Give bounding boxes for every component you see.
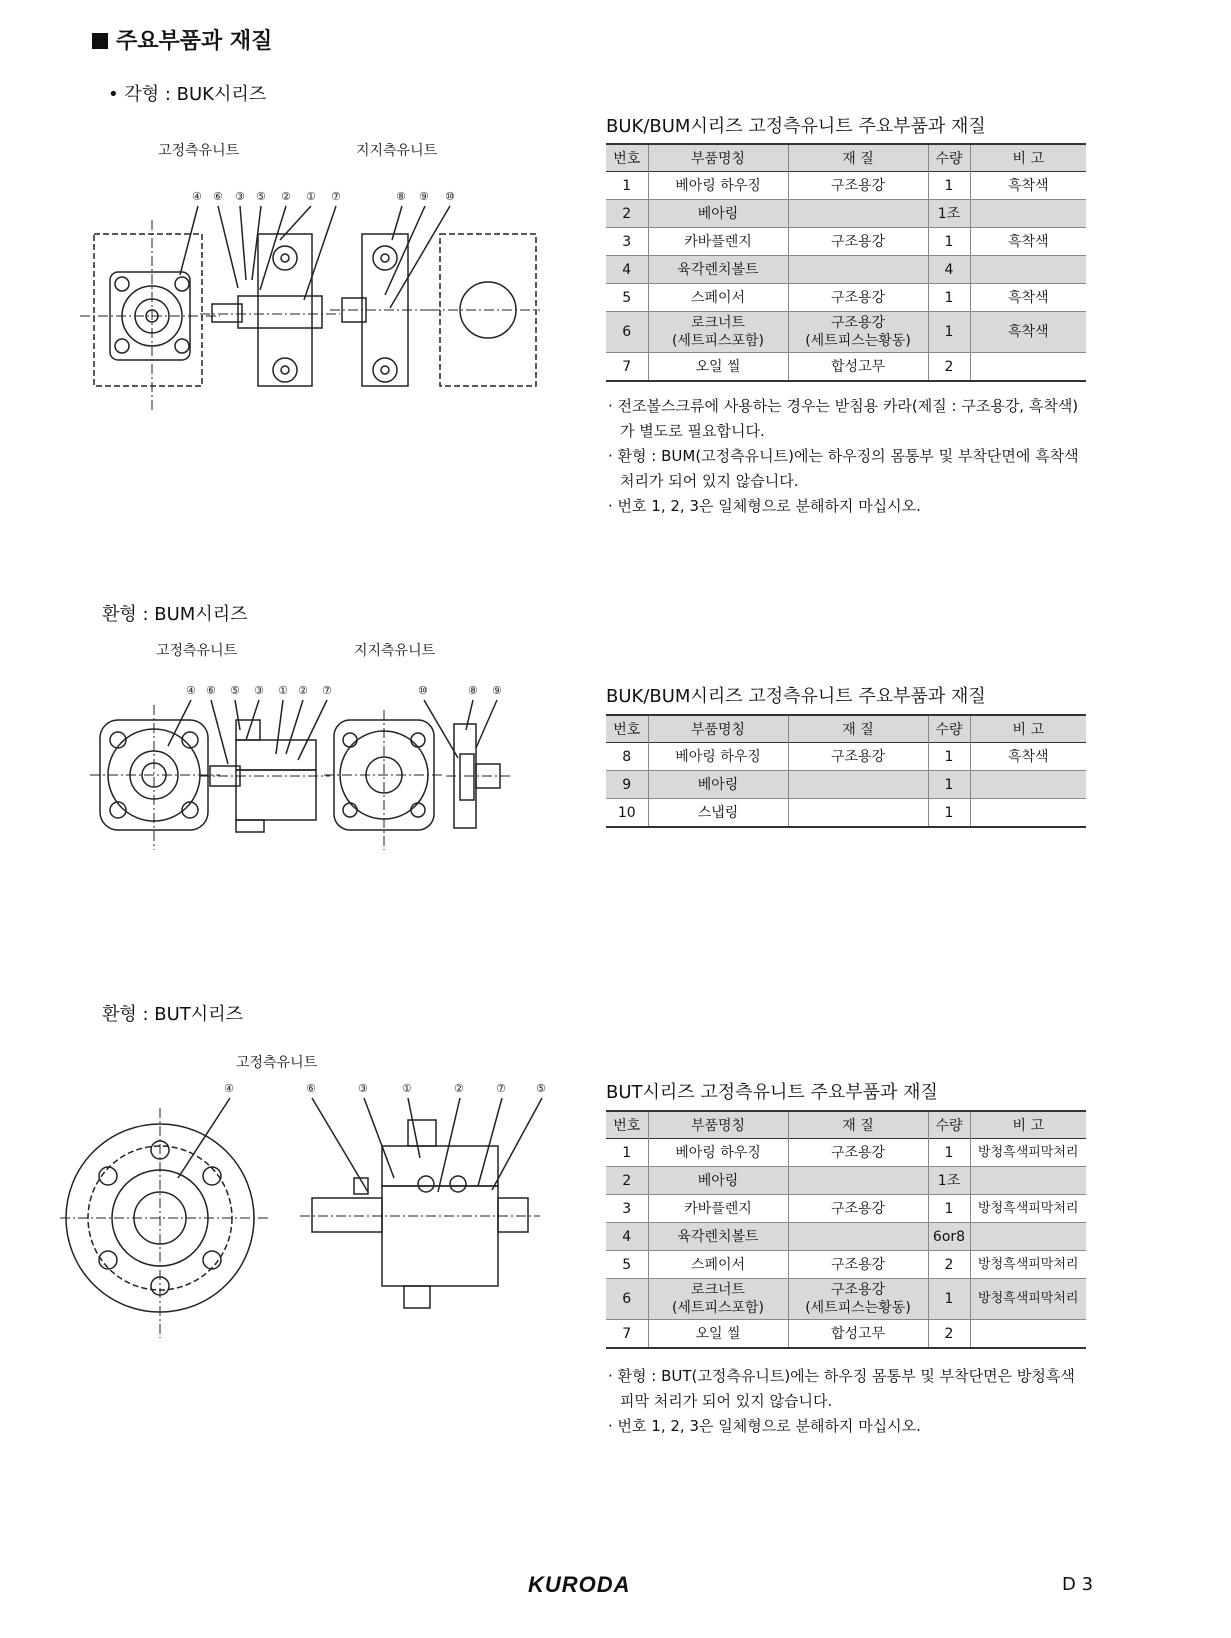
table-cell: 로크너트 (세트피스포함) xyxy=(648,312,788,353)
table-cell xyxy=(970,1223,1086,1251)
table-header-row xyxy=(606,1111,1086,1139)
table-cell: 9 xyxy=(606,771,648,799)
table1-notes xyxy=(608,394,1088,519)
buk-fixed-unit-label: 고정측유니트 xyxy=(158,143,240,159)
table-cell: 구조용강 xyxy=(788,172,928,200)
buk-callout: ③ xyxy=(235,190,245,203)
table-cell: 구조용강 xyxy=(788,1195,928,1223)
buk-callout: ⑩ xyxy=(445,190,455,203)
table-cell: 1 xyxy=(606,172,648,200)
table-cell xyxy=(788,771,928,799)
buk-callout: ⑥ xyxy=(213,190,223,203)
table-cell: 1 xyxy=(928,1195,970,1223)
table-cell: 베아링 하우징 xyxy=(648,1139,788,1167)
table-cell: 방청흑색피막처리 xyxy=(978,1200,1079,1216)
table-row xyxy=(606,172,1086,200)
table-cell: 베아링 하우징 xyxy=(648,172,788,200)
buk-support-unit-label: 지지측유니트 xyxy=(356,143,438,159)
column-header: 비 고 xyxy=(1012,1118,1044,1134)
table-cell xyxy=(788,799,928,828)
parts-table-1 xyxy=(606,143,1086,382)
table-cell: 스페이서 xyxy=(648,284,788,312)
table-row xyxy=(606,1251,1086,1279)
table-row xyxy=(606,200,1086,228)
bum-callout: ③ xyxy=(254,684,264,697)
table-cell: 7 xyxy=(606,353,648,382)
table-cell: 합성고무 xyxy=(788,1320,928,1349)
table-cell: 1 xyxy=(928,228,970,256)
bum-support-unit-label: 지지측유니트 xyxy=(354,643,436,659)
table-cell: 3 xyxy=(606,1195,648,1223)
table-cell: 카바플렌지 xyxy=(648,1195,788,1223)
table-row xyxy=(606,284,1086,312)
table-cell: 구조용강 (세트피스는황동) xyxy=(788,312,928,353)
table-cell: 1 xyxy=(928,172,970,200)
table-cell: 5 xyxy=(606,1251,648,1279)
table-row xyxy=(606,312,1086,353)
table-cell: 방청흑색피막처리 xyxy=(978,1256,1079,1272)
table-cell xyxy=(970,1320,1086,1349)
table-cell: 2 xyxy=(928,1320,970,1349)
table-cell: 흑착색 xyxy=(1007,177,1049,194)
bum-section-label: 환형 : BUM시리즈 xyxy=(102,604,248,625)
table-cell xyxy=(970,771,1086,799)
table-cell: 흑착색 xyxy=(1007,289,1049,306)
table-cell: 5 xyxy=(606,284,648,312)
parts-table-2 xyxy=(606,714,1086,828)
table-cell: 1 xyxy=(928,1139,970,1167)
buk-callout: ② xyxy=(281,190,291,203)
but-callout: ⑤ xyxy=(536,1082,546,1095)
table-row xyxy=(606,1223,1086,1251)
buk-callout: ⑤ xyxy=(256,190,266,203)
column-header: 재 질 xyxy=(788,715,928,743)
bum-fixed-unit-label: 고정측유니트 xyxy=(156,643,238,659)
but-callouts xyxy=(224,1082,546,1095)
column-header: 수량 xyxy=(928,144,970,172)
note-item: · 환형 : BUM(고정측유니트)에는 하우징의 몸통부 및 부착단면에 흑착색 처리가 되어 있지 않습니다. xyxy=(608,447,1079,490)
table-cell: 2 xyxy=(928,353,970,382)
column-header: 비 고 xyxy=(1012,722,1044,738)
but-callout: ① xyxy=(402,1082,412,1095)
table-cell: 1 xyxy=(928,1279,970,1320)
column-header: 수량 xyxy=(928,715,970,743)
bum-callout: ⑥ xyxy=(206,684,216,697)
table-body xyxy=(606,1139,1086,1349)
table-cell: 6 xyxy=(606,1279,648,1320)
table-cell: 베아링 xyxy=(648,1167,788,1195)
table-cell xyxy=(970,1167,1086,1195)
table-cell: 1 xyxy=(928,799,970,828)
table-body xyxy=(606,172,1086,382)
table-row xyxy=(606,743,1086,771)
table-cell: 스냅링 xyxy=(648,799,788,828)
table-cell: 방청흑색피막처리 xyxy=(978,1144,1079,1160)
bum-callouts xyxy=(186,684,502,697)
column-header: 번호 xyxy=(606,144,648,172)
table-row xyxy=(606,1279,1086,1320)
note-item: · 번호 1, 2, 3은 일체형으로 분해하지 마십시오. xyxy=(608,1417,921,1435)
square-bullet-icon xyxy=(92,33,108,49)
column-header: 부품명칭 xyxy=(648,1111,788,1139)
column-header: 수량 xyxy=(928,1111,970,1139)
table-cell: 구조용강 (세트피스는황동) xyxy=(788,1279,928,1320)
table-cell: 구조용강 xyxy=(788,228,928,256)
table-header-row xyxy=(606,715,1086,743)
but-callout: ④ xyxy=(224,1082,234,1095)
note-item: · 환형 : BUT(고정측유니트)에는 하우징 몸통부 및 부착단면은 방청흑색피막 처리가 되어 있지 않습니다. xyxy=(608,1367,1075,1410)
buk-callout: ⑧ xyxy=(396,190,406,203)
table-cell: 1 xyxy=(606,1139,648,1167)
table-cell: 7 xyxy=(606,1320,648,1349)
table-cell xyxy=(788,200,928,228)
table-cell xyxy=(970,799,1086,828)
table-cell: 3 xyxy=(606,228,648,256)
buk-callout: ⑦ xyxy=(331,190,341,203)
table-cell: 흑착색 xyxy=(1007,324,1049,340)
table-cell: 베아링 하우징 xyxy=(648,743,788,771)
bum-drawing xyxy=(90,680,530,870)
page-title: 주요부품과 재질 xyxy=(92,24,272,55)
table-cell: 구조용강 xyxy=(788,1251,928,1279)
note-item: · 전조볼스크류에 사용하는 경우는 받침용 카라(제질 : 구조용강, 흑착색)가 별도로 필요합니다. xyxy=(608,397,1079,440)
but-callout: ⑥ xyxy=(306,1082,316,1095)
table3-notes xyxy=(608,1364,1088,1439)
column-header: 재 질 xyxy=(788,144,928,172)
table-row xyxy=(606,353,1086,382)
table-cell xyxy=(788,1223,928,1251)
but-section-label: 환형 : BUT시리즈 xyxy=(102,1004,243,1025)
table1-title: BUK/BUM시리즈 고정측유니트 주요부품과 재질 xyxy=(606,116,986,137)
table-cell: 1조 xyxy=(928,1167,970,1195)
table-cell: 4 xyxy=(606,1223,648,1251)
buk-drawing xyxy=(80,180,540,420)
table-cell: 4 xyxy=(928,256,970,284)
table-cell: 육각렌치볼트 xyxy=(648,256,788,284)
table-cell: 흑착색 xyxy=(1007,748,1049,765)
table-cell: 스페이서 xyxy=(648,1251,788,1279)
but-drawing xyxy=(60,1068,560,1358)
table-cell: 2 xyxy=(928,1251,970,1279)
table-cell: 베아링 xyxy=(648,771,788,799)
table-cell: 카바플렌지 xyxy=(648,228,788,256)
buk-section-label: • 각형 : BUK시리즈 xyxy=(108,84,267,105)
bum-callout: ① xyxy=(278,684,288,697)
buk-callout: ④ xyxy=(192,190,202,203)
table-cell: 흑착색 xyxy=(1007,233,1049,250)
column-header: 비 고 xyxy=(1012,151,1044,167)
table-cell: 베아링 xyxy=(648,200,788,228)
table-cell: 구조용강 xyxy=(788,1139,928,1167)
table-row xyxy=(606,1195,1086,1223)
table-cell: 합성고무 xyxy=(788,353,928,382)
table-row xyxy=(606,799,1086,828)
bum-callout: ⑦ xyxy=(322,684,332,697)
table-cell: 구조용강 xyxy=(788,743,928,771)
page-number: D 3 xyxy=(1062,1574,1094,1595)
table-row xyxy=(606,256,1086,284)
buk-callout: ① xyxy=(306,190,316,203)
bum-callout: ⑧ xyxy=(468,684,478,697)
buk-callout: ⑨ xyxy=(419,190,429,203)
table-cell: 2 xyxy=(606,200,648,228)
table-row xyxy=(606,1139,1086,1167)
table-cell xyxy=(970,200,1086,228)
table-row xyxy=(606,1167,1086,1195)
table2-title: BUK/BUM시리즈 고정측유니트 주요부품과 재질 xyxy=(606,686,986,707)
table-cell: 1 xyxy=(928,743,970,771)
table-cell: 오일 씰 xyxy=(648,1320,788,1349)
but-fixed-unit-label: 고정측유니트 xyxy=(236,1055,318,1071)
table-header-row xyxy=(606,144,1086,172)
table-cell xyxy=(970,256,1086,284)
but-callout: ③ xyxy=(358,1082,368,1095)
table-cell xyxy=(788,256,928,284)
table-cell: 오일 씰 xyxy=(648,353,788,382)
table-cell: 구조용강 xyxy=(788,284,928,312)
bum-callout: ② xyxy=(298,684,308,697)
bum-callout: ⑨ xyxy=(492,684,502,697)
table-cell: 8 xyxy=(606,743,648,771)
table-cell: 1 xyxy=(928,284,970,312)
column-header: 부품명칭 xyxy=(648,144,788,172)
table-cell: 1 xyxy=(928,771,970,799)
column-header: 재 질 xyxy=(788,1111,928,1139)
table-cell: 10 xyxy=(606,799,648,828)
table-row xyxy=(606,1320,1086,1349)
buk-callouts-fixed xyxy=(192,190,455,203)
column-header: 번호 xyxy=(606,1111,648,1139)
but-callout: ⑦ xyxy=(496,1082,506,1095)
table-cell: 6 xyxy=(606,312,648,353)
table3-title: BUT시리즈 고정측유니트 주요부품과 재질 xyxy=(606,1082,938,1103)
but-callout: ② xyxy=(454,1082,464,1095)
table-row xyxy=(606,771,1086,799)
table-cell xyxy=(970,353,1086,382)
table-cell: 4 xyxy=(606,256,648,284)
column-header: 부품명칭 xyxy=(648,715,788,743)
table-body xyxy=(606,743,1086,828)
kuroda-logo: KURODA xyxy=(528,1572,631,1597)
table-cell: 1조 xyxy=(928,200,970,228)
table-cell: 2 xyxy=(606,1167,648,1195)
bum-callout: ⑤ xyxy=(230,684,240,697)
bum-callout: ④ xyxy=(186,684,196,697)
column-header: 번호 xyxy=(606,715,648,743)
table-cell: 로크너트 (세트피스포함) xyxy=(648,1279,788,1320)
table-cell: 6or8 xyxy=(928,1223,970,1251)
bum-callout: ⑩ xyxy=(418,684,428,697)
note-item: · 번호 1, 2, 3은 일체형으로 분해하지 마십시오. xyxy=(608,497,921,515)
table-cell: 육각렌치볼트 xyxy=(648,1223,788,1251)
table-cell: 방청흑색피막처리 xyxy=(978,1291,1079,1306)
table-cell xyxy=(788,1167,928,1195)
parts-table-3 xyxy=(606,1110,1086,1349)
table-row xyxy=(606,228,1086,256)
table-cell: 1 xyxy=(928,312,970,353)
